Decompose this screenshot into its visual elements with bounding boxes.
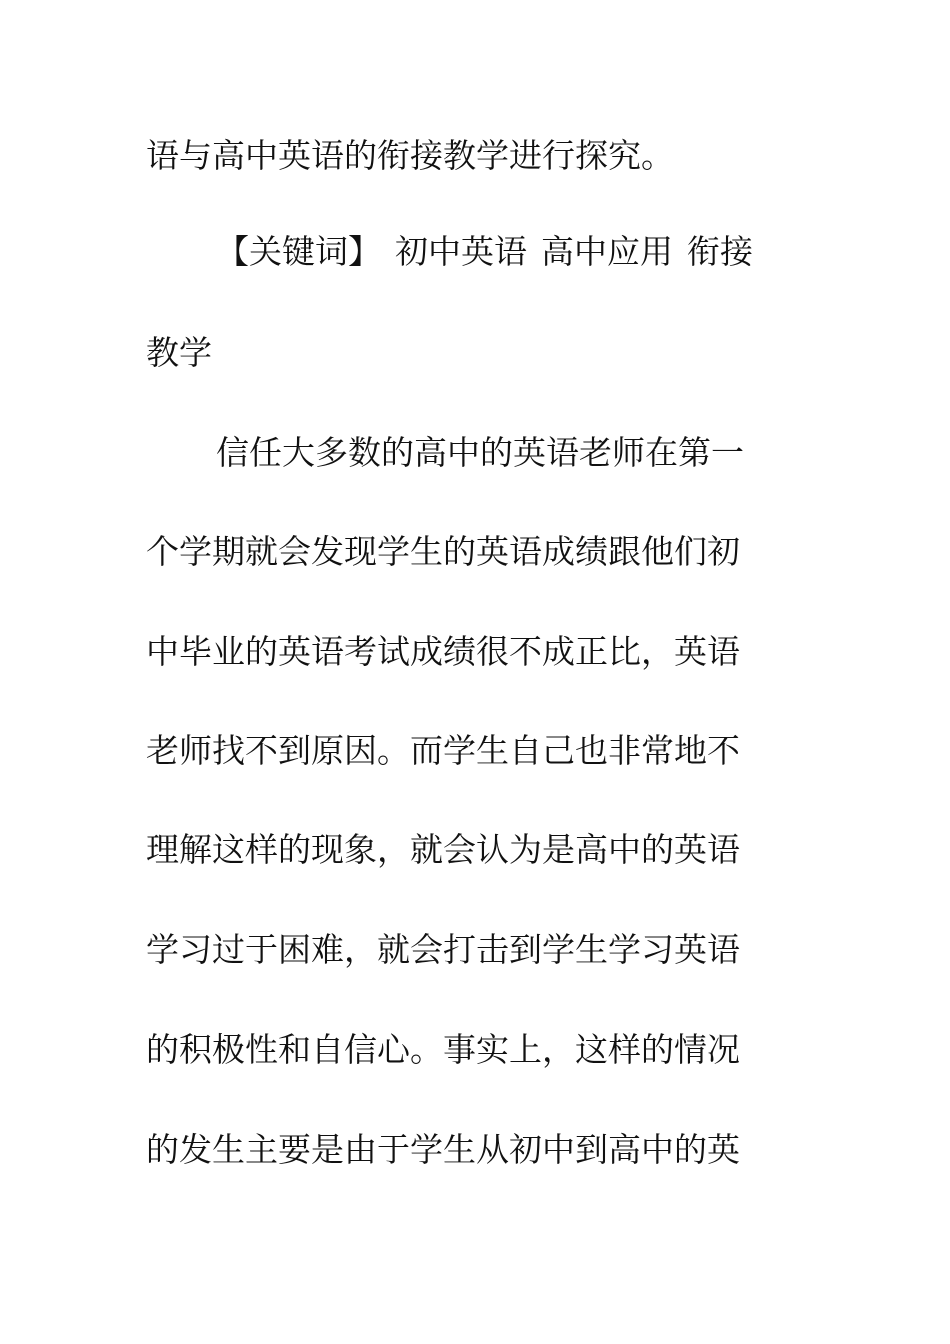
keyword-term: 衔接 [687,232,753,271]
intro-tail-line: 语与高中英语的衔接教学进行探究。 [146,136,674,175]
keyword-term: 高中应用 [541,232,673,271]
paragraph-line: 学习过于困难，就会打击到学生学习英语 [146,930,740,969]
paragraph-line: 信任大多数的高中的英语老师在第一 [216,433,744,472]
paragraph-line: 的发生主要是由于学生从初中到高中的英 [146,1130,740,1169]
keywords-line [216,232,896,272]
keywords-continuation-line: 教学 [146,333,212,372]
paragraph-line: 中毕业的英语考试成绩很不成正比，英语 [146,632,740,671]
paragraph-line: 个学期就会发现学生的英语成绩跟他们初 [146,532,740,571]
keyword-term: 初中英语 [395,232,527,271]
paragraph-line: 的积极性和自信心。事实上，这样的情况 [146,1030,740,1069]
paragraph-line: 老师找不到原因。而学生自己也非常地不 [146,731,740,770]
keywords-label: 【关键词】 [216,232,381,271]
paragraph-line: 理解这样的现象，就会认为是高中的英语 [146,830,740,869]
